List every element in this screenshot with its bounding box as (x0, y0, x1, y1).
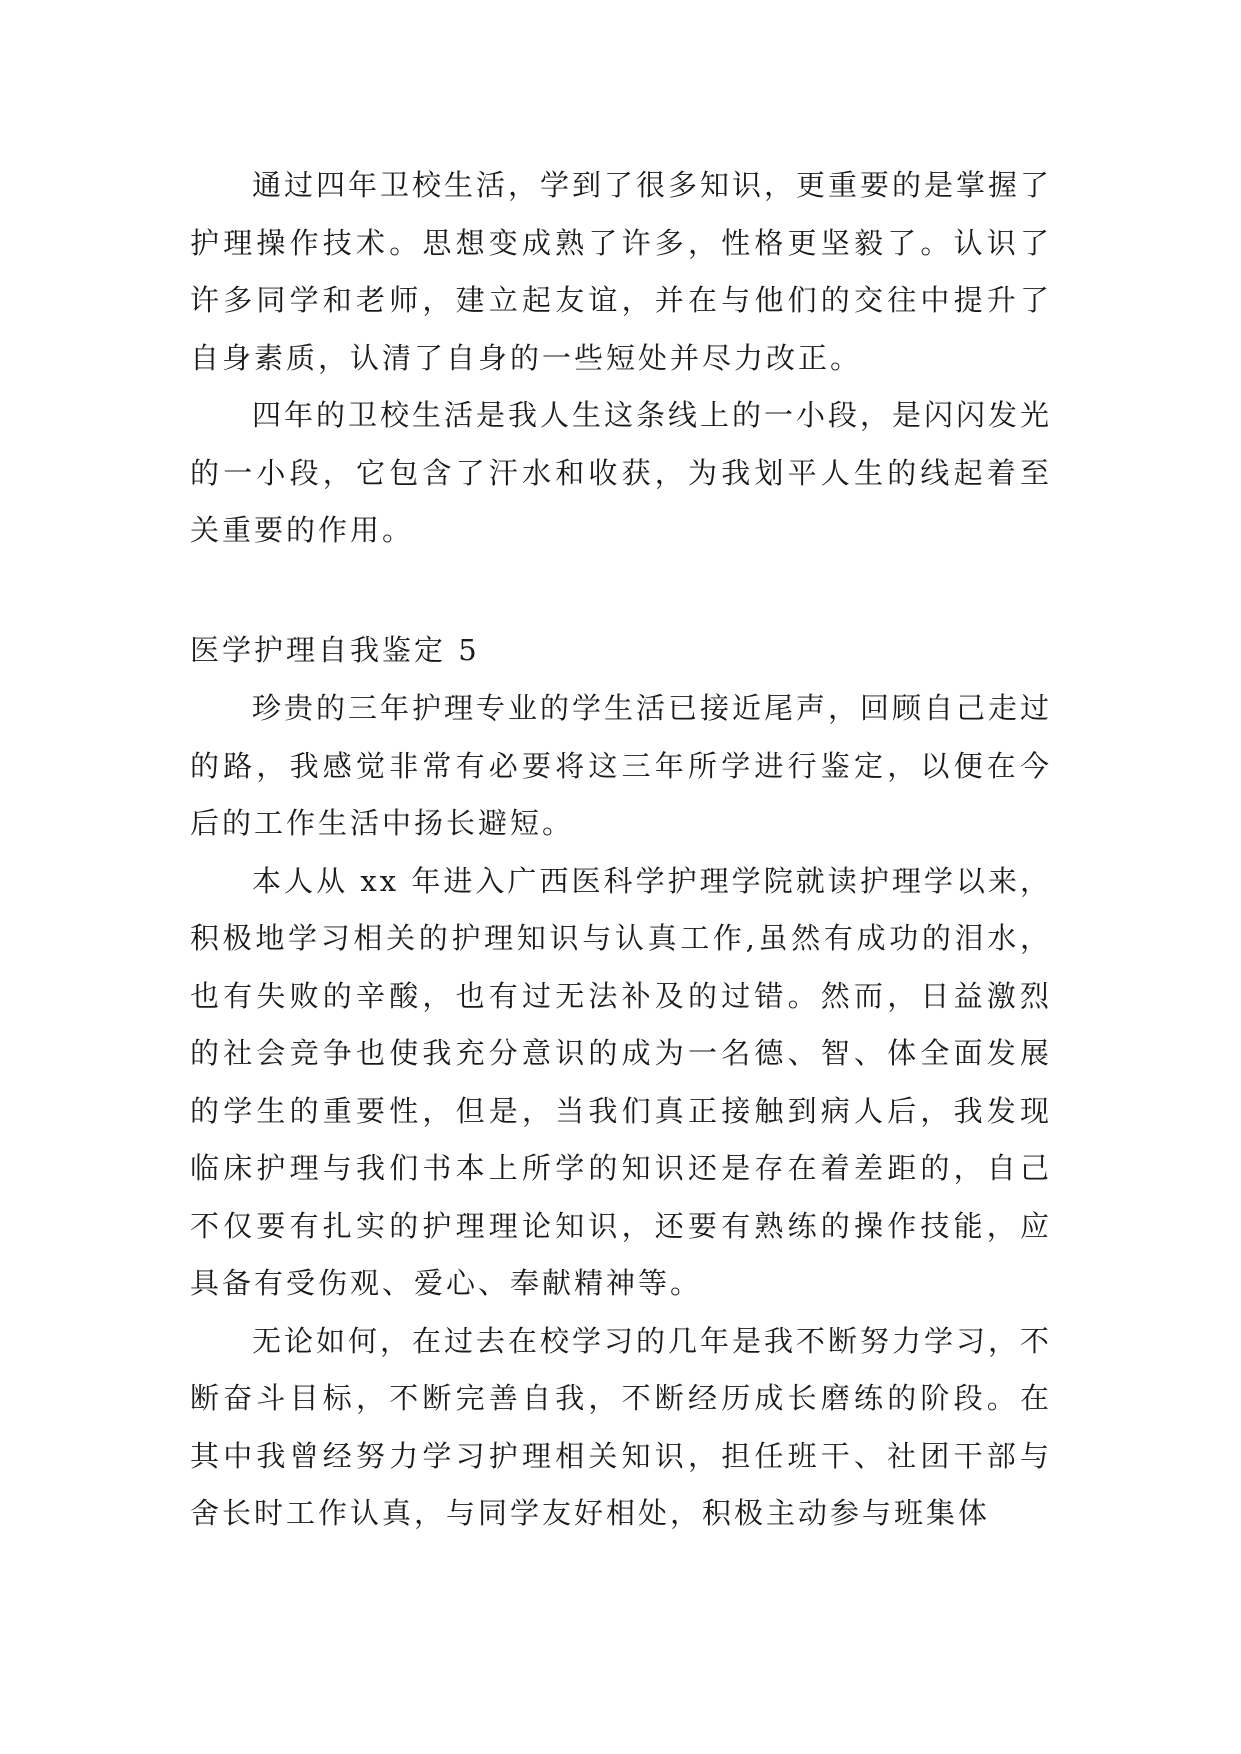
paragraph-skills-gained: 通过四年卫校生活，学到了很多知识，更重要的是掌握了护理操作技术。思想变成熟了许多，性格更坚毅了。认识了许多同学和老师，建立起友谊，并在与他们的交往中提升了自身素质，认清了自身的一些短处并尽力改正。 (190, 168, 1053, 375)
paragraph-study-experience: 本人从 xx 年进入广西医科学护理学院就读护理学以来，积极地学习相关的护理知识与认真工作,虽然有成功的泪水，也有失败的辛酸，也有过无法补及的过错。然而，日益激烈的社会竞争也使我充分意识的成为一名德、智、体全面发展的学生的重要性，但是，当我们真正接触到病人后，我发现临床护理与我们书本上所学的知识还是存在着差距的，自己不仅要有扎实的护理理论知识，还要有熟练的操作技能，应具备有受伤观、爱心、奉献精神等。 (190, 863, 1052, 1300)
section-2 (190, 680, 1052, 1543)
section-heading: 医学护理自我鉴定 5 (190, 633, 480, 667)
paragraph-school-life-summary: 四年的卫校生活是我人生这条线上的一小段，是闪闪发光的一小段，它包含了汗水和收获，为我划平人生的线起着至关重要的作用。 (190, 398, 1053, 547)
paragraph-introduction: 珍贵的三年护理专业的学生活已接近尾声，回顾自己走过的路，我感觉非常有必要将这三年所学进行鉴定，以便在今后的工作生活中扬长避短。 (190, 691, 1053, 840)
section-1 (190, 157, 1052, 560)
paragraph-growth-stage: 无论如何，在过去在校学习的几年是我不断努力学习，不断奋斗目标，不断完善自我，不断经历成长磨练的阶段。在其中我曾经努力学习护理相关知识，担任班干、社团干部与舍长时工作认真，与同学友好相处，积极主动参与班集体 (190, 1323, 1053, 1530)
